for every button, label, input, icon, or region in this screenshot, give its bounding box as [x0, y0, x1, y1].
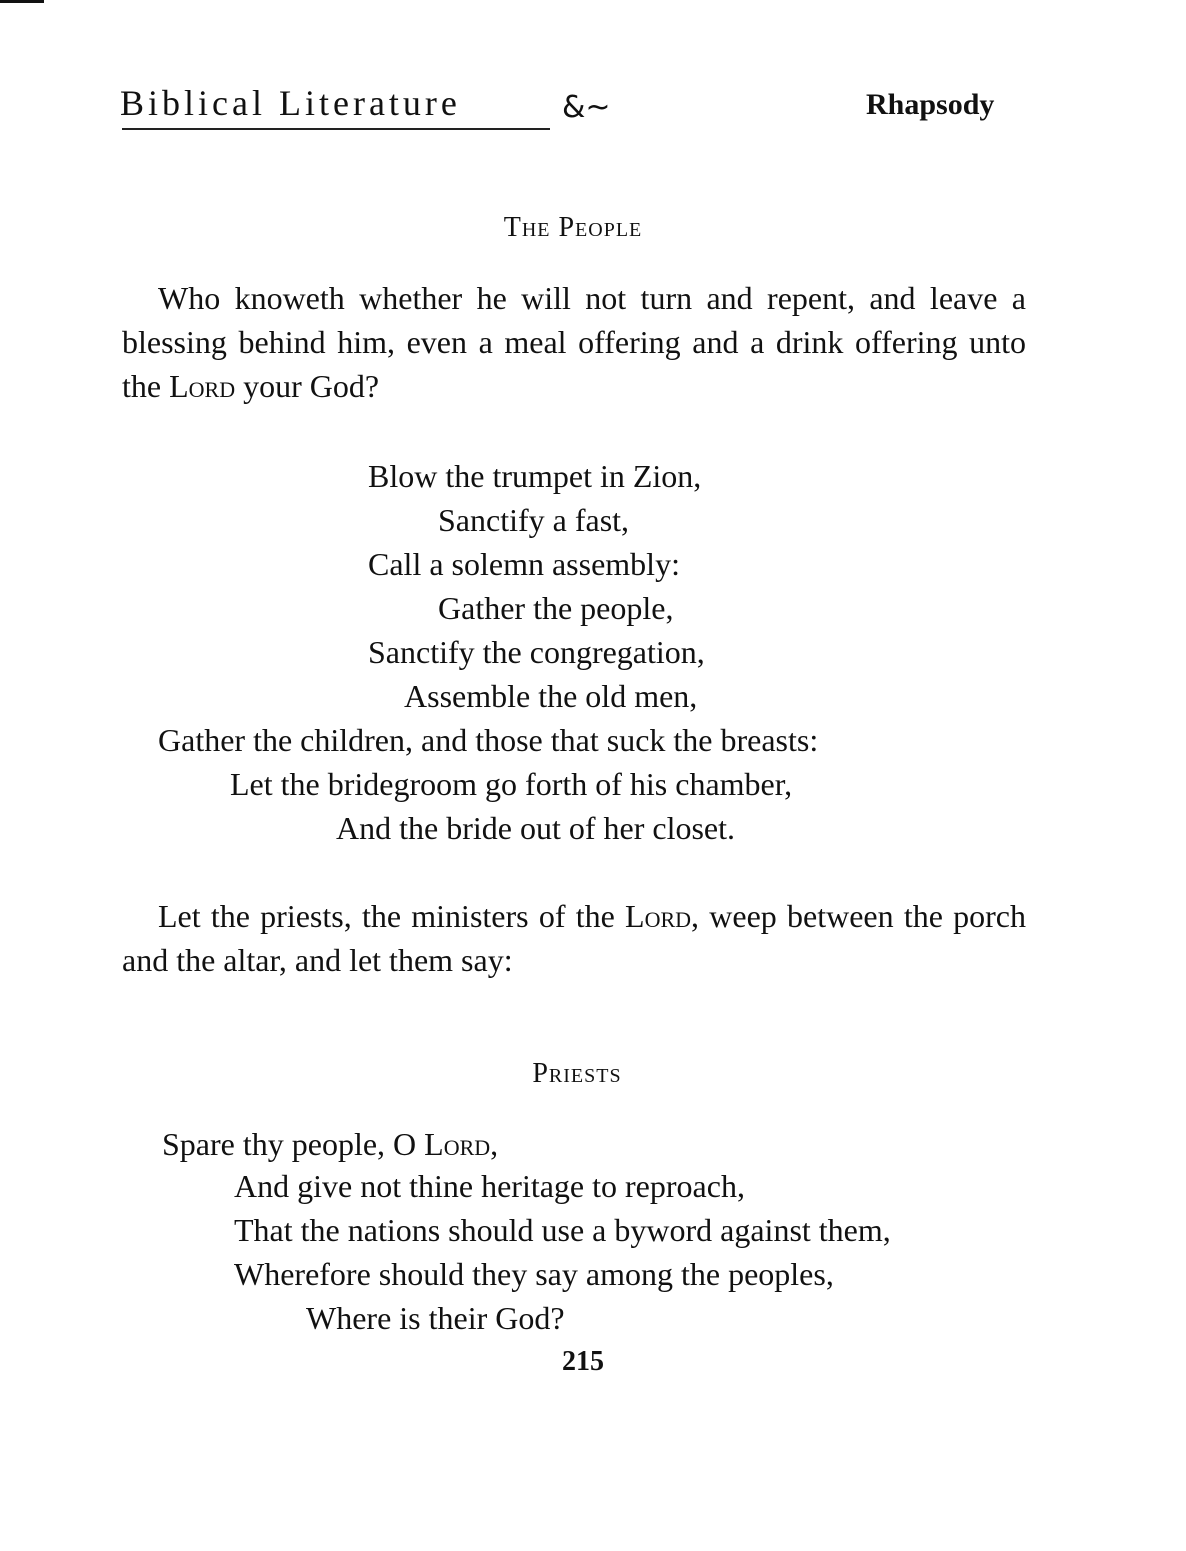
page-number: 215 [562, 1346, 604, 1377]
prose-paragraph-1 [122, 276, 1026, 408]
section-heading-priests: Priests [532, 1058, 622, 1089]
prose-text: your God? [235, 368, 380, 404]
poem-line: And give not thine heritage to reproach, [234, 1168, 745, 1204]
poem-line: That the nations should use a byword against them, [234, 1212, 891, 1248]
prose-paragraph-2 [122, 894, 1026, 982]
poem-line: Sanctify the congregation, [368, 634, 705, 670]
poem-line: Gather the people, [438, 590, 674, 626]
section-heading-the-people: The People [503, 212, 643, 243]
poem-line: Where is their God? [306, 1300, 565, 1336]
prose-text: , weep between the porch and the altar, and let them say: [122, 898, 1027, 978]
running-head-section: Rhapsody [866, 88, 995, 121]
prose-text: Let the priests, the ministers of the [158, 898, 626, 934]
running-head-title: Biblical Literature [120, 83, 461, 123]
poem-line: Assemble the old men, [404, 678, 698, 714]
prose-text: Who knoweth whether he will not turn and repent, and leave a blessing behind him, even a meal offering and a drink offering unto the [122, 280, 1026, 404]
poem-line: Sanctify a fast, [438, 502, 630, 538]
poem-line: Blow the trumpet in Zion, [368, 458, 702, 494]
lord-smallcaps: Lord [169, 368, 236, 404]
poem-line: Call a solemn assembly: [368, 546, 680, 582]
ornament-icon: &~ [562, 90, 611, 125]
poem-line: And the bride out of her closet. [336, 810, 735, 846]
lord-smallcaps: Lord [424, 1126, 491, 1162]
poem-text: Spare thy people, O [162, 1126, 425, 1162]
poem-line [162, 1124, 498, 1164]
lord-smallcaps: Lord [625, 898, 692, 934]
poem-text: , [490, 1126, 499, 1162]
running-head-rule [122, 128, 550, 130]
poem-line: Wherefore should they say among the peoples, [234, 1256, 834, 1292]
poem-line: Let the bridegroom go forth of his chamber, [230, 766, 793, 802]
poem-line: Gather the children, and those that suck the breasts: [158, 722, 819, 758]
scan-corner-mark [0, 0, 44, 3]
